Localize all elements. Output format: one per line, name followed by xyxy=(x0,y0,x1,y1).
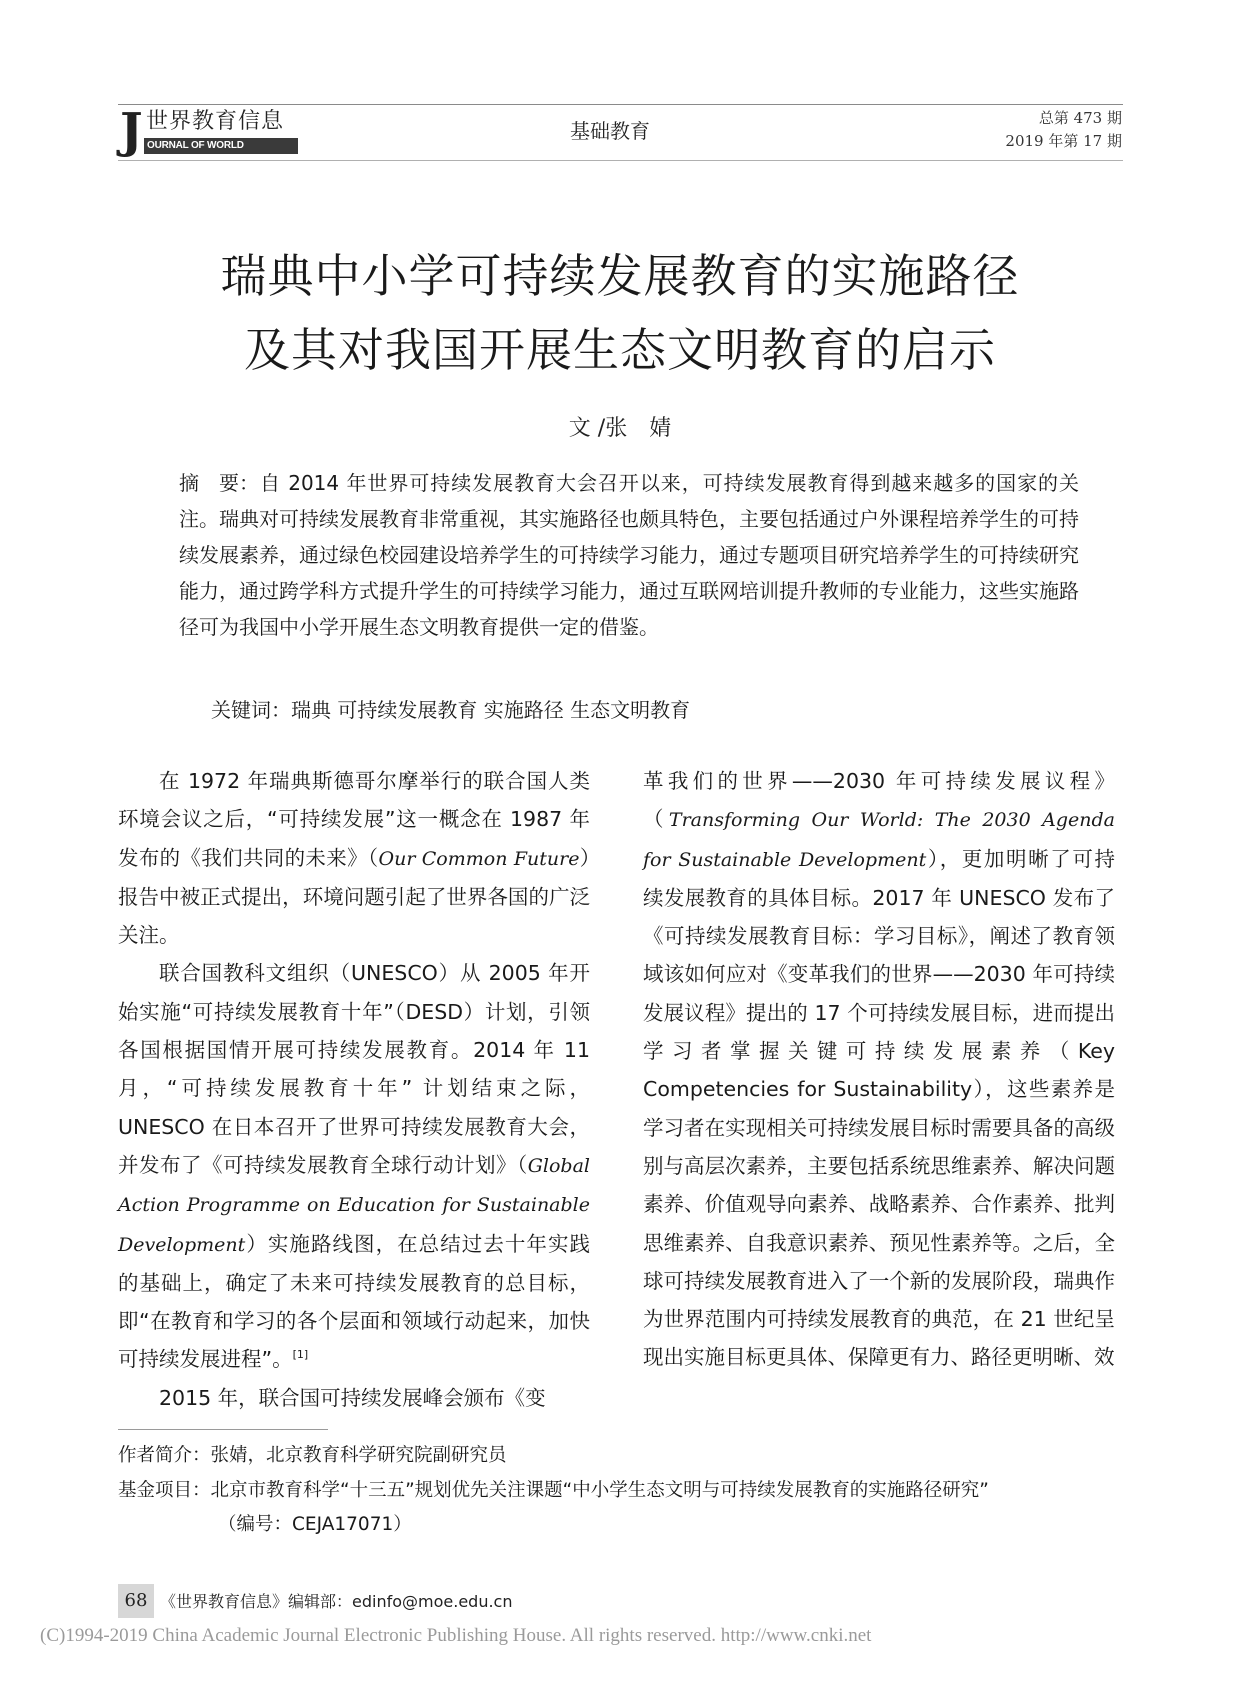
footnote-fund-code: （编号：CEJA17071） xyxy=(218,1514,412,1535)
body-column-right xyxy=(643,762,1115,1377)
section-title: 基础教育 xyxy=(570,119,650,143)
paragraph-text: 在 1972 年瑞典斯德哥尔摩举行的联合国人类环境会议之后，“可持续发展”这一概念在 1987 年发布的《我们共同的未来》（ xyxy=(118,769,590,870)
body-column-left xyxy=(118,762,590,1417)
paragraph-italic-title: Our Common Future xyxy=(378,847,580,870)
footnote-rule xyxy=(118,1429,328,1430)
page-number: 68 xyxy=(124,1590,148,1611)
article-title-line-1: 瑞典中小学可持续发展教育的实施路径 xyxy=(220,249,1020,303)
copyright-notice: (C)1994-2019 China Academic Journal Electronic Publishing House. All rights reserved. http://www.cnki.net xyxy=(40,1625,872,1646)
paragraph-italic-title: Transforming Our World: The 2030 Agenda for Sustainable Development xyxy=(643,809,1115,871)
citation-reference: [1] xyxy=(292,1348,309,1362)
paragraph: 2015 年，联合国可持续发展峰会颁布《变 xyxy=(159,1385,546,1410)
keywords xyxy=(211,693,1071,727)
issue-total: 总第 473 期 xyxy=(1038,109,1122,127)
paragraph-text: ），更加明晰了可持续发展教育的具体目标。2017 年 UNESCO 发布了《可持续发展教育目标：学习目标》，阐述了教育领域该如何应对《变革我们的世界——2030 年可持续发展议程》提出的 17 个可持续发展目标，进而提出学习者掌握关键可持续发展素养（Key Competencies for Sustainability），这些素养是学习者在实现相关可持续发展目标时需要具备的高级别与高层次素养，主要包括系统思维素养、解决问题素养、价值观导向素养、战略素养、合作素养、批判思维素养、自我意识素养、预见性素养等。之后，全球可持续发展教育进入了一个新的发展阶段，瑞典作为世界范围内可持续发展教育的典范，在 21 世纪呈现出实施目标更具体、保障更有力、路径更明晰、效 xyxy=(643,846,1115,1370)
paragraph-text: ）报告中被正式提出，环境问题引起了世界各国的广泛关注。 xyxy=(118,845,591,948)
logo-letter: J xyxy=(120,103,143,159)
journal-logo xyxy=(120,103,300,167)
header-rule-bottom xyxy=(118,160,1123,161)
footnote-fund: 基金项目：北京市教育科学“十三五”规划优先关注课题“中小学生态文明与可持续发展教育的实施路径研究” xyxy=(118,1480,989,1501)
paragraph xyxy=(118,762,590,954)
article-author: 文 /张 婧 xyxy=(568,416,672,441)
abstract xyxy=(179,465,1079,645)
paragraph xyxy=(643,762,1115,1377)
keywords-text: 瑞典 可持续发展教育 实施路径 生态文明教育 xyxy=(291,698,691,722)
paragraph xyxy=(118,954,590,1378)
abstract-label: 摘 要： xyxy=(179,471,259,495)
abstract-text: 自 2014 年世界可持续发展教育大会召开以来，可持续发展教育得到越来越多的国家的关注。瑞典对可持续发展教育非常重视，其实施路径也颇具特色，主要包括通过户外课程培养学生的可持续发展素养，通过绿色校园建设培养学生的可持续学习能力，通过专题项目研究培养学生的可持续研究能力，通过跨学科方式提升学生的可持续学习能力，通过互联网培训提升教师的专业能力，这些实施路径可为我国中小学开展生态文明教育提供一定的借鉴。 xyxy=(179,471,1079,639)
logo-chinese-name: 世界教育信息 xyxy=(146,109,285,134)
article-title-line-2: 及其对我国开展生态文明教育的启示 xyxy=(244,323,996,377)
paragraph-italic-title: Global Action Programme on Education for Sustainable Development xyxy=(118,1154,590,1256)
header-rule xyxy=(118,104,1123,105)
issue-year: 2019 年第 17 期 xyxy=(1005,132,1122,150)
paragraph-text: 联合国教科文组织（UNESCO）从 2005 年开始实施“可持续发展教育十年”（DESD）计划，引领各国根据国情开展可持续发展教育。2014 年 11 月，“可持续发展教育十年” 计划结束之际，UNESCO 在日本召开了世界可持续发展教育大会，并发布了《可持续发展教育全球行动计划》（ xyxy=(118,961,590,1177)
keywords-label: 关键词： xyxy=(211,698,291,722)
paragraph-text: 革我们的世界——2030 年可持续发展议程》（ xyxy=(643,769,1115,832)
logo-english-name: OURNAL OF WORLD EDUCATION xyxy=(144,138,298,154)
footnote-author: 作者简介：张婧，北京教育科学研究院副研究员 xyxy=(118,1445,507,1466)
paragraph-text: ）实施路线图，在总结过去十年实践的基础上，确定了未来可持续发展教育的总目标，即“在教育和学习的各个层面和领域行动起来，加快可持续发展进程”。 xyxy=(118,1231,590,1372)
footer-journal-text: 《世界教育信息》编辑部：edinfo@moe.edu.cn xyxy=(160,1592,513,1611)
